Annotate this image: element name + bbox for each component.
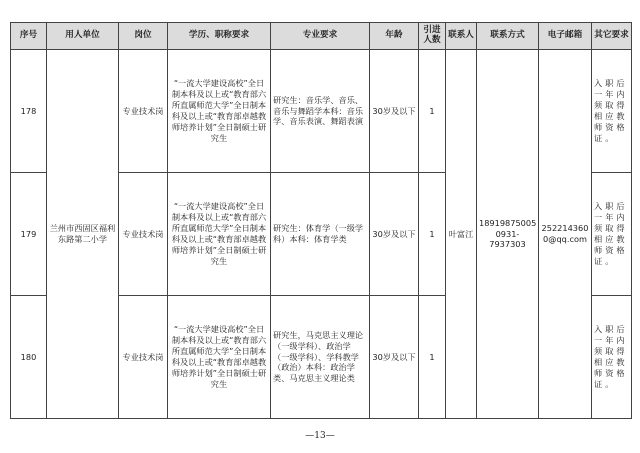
header-education: 学历、职称要求 [168,23,271,50]
row-education: “一流大学建设高校”全日制本科及以上或“教育部六所直属师范大学”全日制本科及以上或“教育部卓越教师培养计划”全日制硕士研究生 [168,296,271,419]
row-major: 研究生，马克思主义理论（一级学科）、政治学（一级学科）、学科教学（政治）本科：政治学类、马克思主义理论类 [271,296,370,419]
header-major: 专业要求 [271,23,370,50]
contact-person: 叶富江 [446,50,477,419]
header-seq: 序号 [11,23,47,50]
row-post: 专业技术岗 [119,296,168,419]
row-other: 入职后一年内须取得相应教师资格证。 [592,173,632,296]
row-other: 入职后一年内须取得相应教师资格证。 [592,50,632,173]
row-education: “一流大学建设高校”全日制本科及以上或“教育部六所直属师范大学”全日制本科及以上或“教育部卓越教师培养计划”全日制硕士研究生 [168,173,271,296]
table-row [11,50,632,173]
row-post: 专业技术岗 [119,173,168,296]
row-post: 专业技术岗 [119,50,168,173]
row-age: 30岁及以下 [370,173,419,296]
row-other: 入职后一年内须取得相应教师资格证。 [592,296,632,419]
row-major: 研究生：体育学（一级学科）本科：体育学类 [271,173,370,296]
header-row [11,23,632,50]
row-education: “一流大学建设高校”全日制本科及以上或“教育部六所直属师范大学”全日制本科及以上或“教育部卓越教师培养计划”全日制硕士研究生 [168,50,271,173]
contact-email: 2522143600@qq.com [539,50,592,419]
contact-phone: 18919875005 0931-7937303 [477,50,539,419]
header-age: 年龄 [370,23,419,50]
header-phone: 联系方式 [477,23,539,50]
row-seq: 180 [11,296,47,419]
row-seq: 179 [11,173,47,296]
header-count: 引进人数 [419,23,446,50]
row-age: 30岁及以下 [370,50,419,173]
header-contact: 联系人 [446,23,477,50]
row-count: 1 [419,173,446,296]
recruitment-table [10,22,632,419]
header-email: 电子邮箱 [539,23,592,50]
header-other: 其它要求 [592,23,632,50]
header-unit: 用人单位 [47,23,119,50]
row-age: 30岁及以下 [370,296,419,419]
row-seq: 178 [11,50,47,173]
row-major: 研究生：音乐学、音乐、音乐与舞蹈学本科：音乐学、音乐表演、舞蹈表演 [271,50,370,173]
row-count: 1 [419,50,446,173]
page-number: —13— [305,431,335,441]
row-count: 1 [419,296,446,419]
employer-unit: 兰州市西固区福利东路第二小学 [47,50,119,419]
header-post: 岗位 [119,23,168,50]
